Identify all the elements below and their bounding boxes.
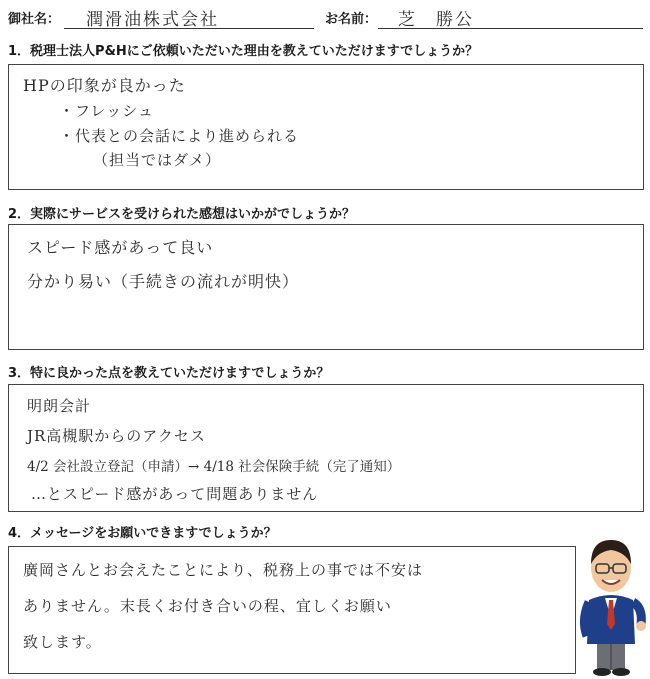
answer-4-line-1: 廣岡さんとお会えたことにより、税務上の事では不安は: [23, 561, 424, 579]
answer-box-4: [8, 546, 576, 674]
caricature-fist: [636, 621, 646, 631]
question-4-title: 4．メッセージをお願いできますでしょうか？: [8, 526, 277, 541]
answer-box-2: [8, 224, 644, 350]
name-value: 芝 勝公: [398, 10, 474, 30]
answer-box-1: [8, 64, 644, 190]
answer-3-line-4: …とスピード感があって問題ありません: [31, 485, 319, 503]
question-3-title: 3．特に良かった点を教えていただけますでしょうか？: [8, 366, 330, 381]
name-underline: [378, 28, 643, 29]
company-value: 潤滑油株式会社: [86, 10, 219, 30]
company-label: 御社名：: [8, 12, 61, 27]
company-underline: [64, 28, 314, 29]
answer-box-3: [8, 384, 644, 512]
answer-3-line-1: 明朗会計: [27, 397, 92, 415]
caricature-shoes: [593, 668, 611, 676]
answer-3-line-2: JR高槻駅からのアクセス: [27, 427, 206, 445]
answer-2-line-2: 分かり易い（手続きの流れが明快）: [27, 272, 300, 291]
answer-4-line-3: 致します。: [23, 633, 102, 651]
staff-caricature-illustration: [575, 528, 647, 678]
answer-2-line-1: スピード感があって良い: [27, 238, 214, 257]
answer-1-line-1: HPの印象が良かった: [23, 76, 186, 95]
answer-1-line-4: （担当ではダメ）: [93, 151, 222, 169]
question-2-title: 2．実際にサービスを受けられた感想はいかがでしょうか？: [8, 207, 356, 222]
name-label: お名前：: [325, 12, 378, 27]
answer-1-line-2: ・フレッシュ: [59, 102, 154, 120]
answer-4-line-2: ありません。末長くお付き合いの程、宜しくお願い: [23, 597, 392, 615]
question-1-title: 1．税理士法人P&Hにご依頼いただいた理由を教えていただけますでしょうか？: [8, 44, 479, 59]
answer-3-line-3: 4/2 会社設立登記（申請）→ 4/18 社会保険手続（完了通知）: [27, 459, 401, 475]
answer-1-line-3: ・代表との会話により進められる: [59, 127, 300, 145]
